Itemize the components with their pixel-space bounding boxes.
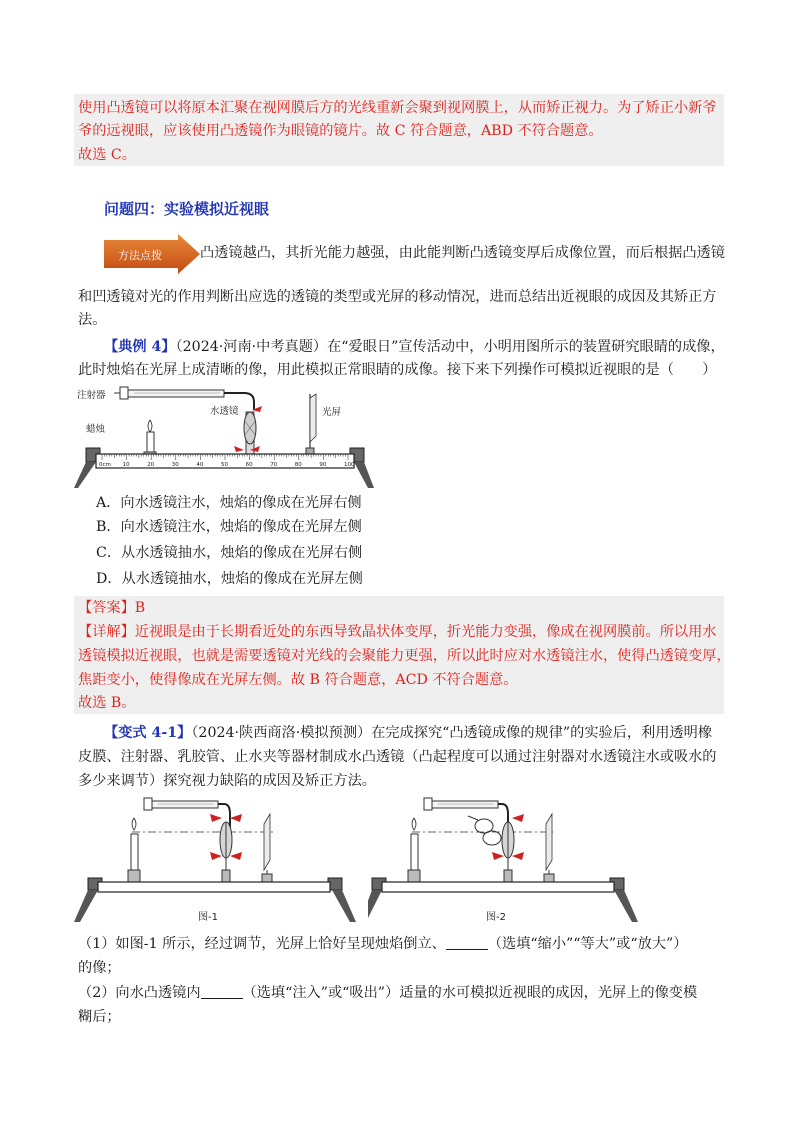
figure-2-caption: 图-2 [486,912,506,923]
variant-tag: 【变式 4-1】 [104,725,192,741]
ruler-tick-label: 20 [147,462,155,468]
option-c[interactable]: C．从水透镜抽水，烛焰的像成在光屏右侧 [96,545,363,561]
tip-badge-label: 方法点拨 [118,249,162,262]
question-1-line-2: 的像； [78,960,121,976]
water-lens-icon [492,814,524,884]
tip-badge [104,234,200,274]
solution-line-2: 爷的远视眼，应该使用凸透镜作为眼镜的镜片。故 C 符合题意，ABD 不符合题意。 [78,123,603,139]
label-candle: 蜡烛 [86,424,106,435]
question-1-text-a: （1）如图-1 所示，经过调节，光屏上恰好呈现烛焰倒立、 [78,936,446,952]
water-lens-icon [210,814,242,884]
ruler-tick-label: 60 [245,462,253,468]
detail-line-2: 透镜模拟近视眼，也就是需要透镜对光线的会聚能力更强，所以此时应对水透镜注水，使得凸透镜变厚， [78,648,731,664]
question-2-line-2: 糊后； [78,1009,121,1025]
question-1-line-1 [78,934,687,954]
tip-line-3: 法。 [78,312,107,328]
label-syringe: 注射器 [77,390,106,401]
label-screen: 光屏 [322,407,342,418]
option-b[interactable]: B．向水透镜注水，烛焰的像成在光屏左侧 [96,519,362,535]
tip-line-2: 和凹透镜对光的作用判断出应选的透镜的类型或光屏的移动情况，进而总结出近视眼的成因及其矫正方 [78,289,717,305]
solution-line-1: 使用凸透镜可以将原本汇聚在视网膜后方的光线重新会聚到视网膜上，从而矫正视力。为了矫正小新爷 [78,100,717,116]
detail-line-1: 【详解】近视眼是由于长期看近处的东西导致晶状体变厚，折光能力变强，像成在视网膜前。所以用水 [78,624,717,640]
question-2-blank[interactable] [201,984,243,999]
question-2-text-a: （2）向水凸透镜内 [78,985,201,1001]
screen-icon [262,814,272,884]
detail-line-4: 故选 B。 [78,695,136,711]
answer-label: 【答案】B [78,600,146,616]
figure-1-caption: 图-1 [198,912,218,923]
example4-line-2: 此时烛焰在光屏上成清晰的像，用此模拟正常眼睛的成像。接下来下列操作可模拟近视眼的是（ ） [78,362,717,378]
variant-line-3: 多少来调节）探究视力缺陷的成因及矫正方法。 [78,773,376,789]
ruler-tick-label: 100 [344,462,355,468]
figure-1 [74,796,364,926]
screen-icon [544,814,554,884]
figure-2 [368,796,668,926]
optical-bench-figure [74,384,374,490]
section-title: 问题四：实验模拟近视眼 [104,200,270,218]
ruler-tick-label: 40 [196,462,204,468]
syringe-icon [424,798,508,836]
example4-line-1 [104,337,725,357]
tip-line-1: 凸透镜越凸，其折光能力越强，由此能判断凸透镜变厚后成像位置，而后根据凸透镜 [200,245,725,261]
glasses-icon [468,816,501,845]
ruler-tick-label: 90 [319,462,327,468]
option-a[interactable]: A．向水透镜注水，烛焰的像成在光屏右侧 [96,495,362,511]
ruler-tick-label: 0cm [99,462,111,468]
ruler-tick-label: 70 [270,462,278,468]
question-2-line-1 [78,983,697,1003]
candle-icon [128,818,140,884]
variant-line-2: 皮膜、注射器、乳胶管、止水夹等器材制成水凸透镜（凸起程度可以通过注射器对水透镜注水或吸水的 [78,749,717,765]
ruler-tick-label: 10 [122,462,130,468]
ruler-tick-label: 30 [171,462,179,468]
detail-line-3: 焦距变小，使得像成在光屏左侧。故 B 符合题意，ACD 不符合题意。 [78,672,518,688]
solution-line-3: 故选 C。 [78,147,136,163]
label-lens: 水透镜 [210,406,239,417]
ruler-tick-label: 50 [221,462,228,468]
question-1-blank[interactable] [446,935,488,950]
example4-tag: 【典例 4】 [104,339,176,355]
ruler-tick-label: 80 [294,462,302,468]
example4-text-1: （2024·河南·中考真题）在“爱眼日”宣传活动中，小明用图所示的装置研究眼睛的成像， [175,339,725,355]
question-2-text-b: （选填“注入”或“吸出”）适量的水可模拟近视眼的成因，光屏上的像变模 [242,985,698,1001]
candle-icon [408,818,420,884]
variant-line-1 [104,723,712,743]
question-1-text-b: （选填“缩小”“等大”或“放大”） [487,936,688,952]
option-d[interactable]: D．从水透镜抽水，烛焰的像成在光屏左侧 [96,571,363,587]
variant-text-1: （2024·陕西商洛·模拟预测）在完成探究“凸透镜成像的规律”的实验后，利用透明橡 [191,725,713,741]
